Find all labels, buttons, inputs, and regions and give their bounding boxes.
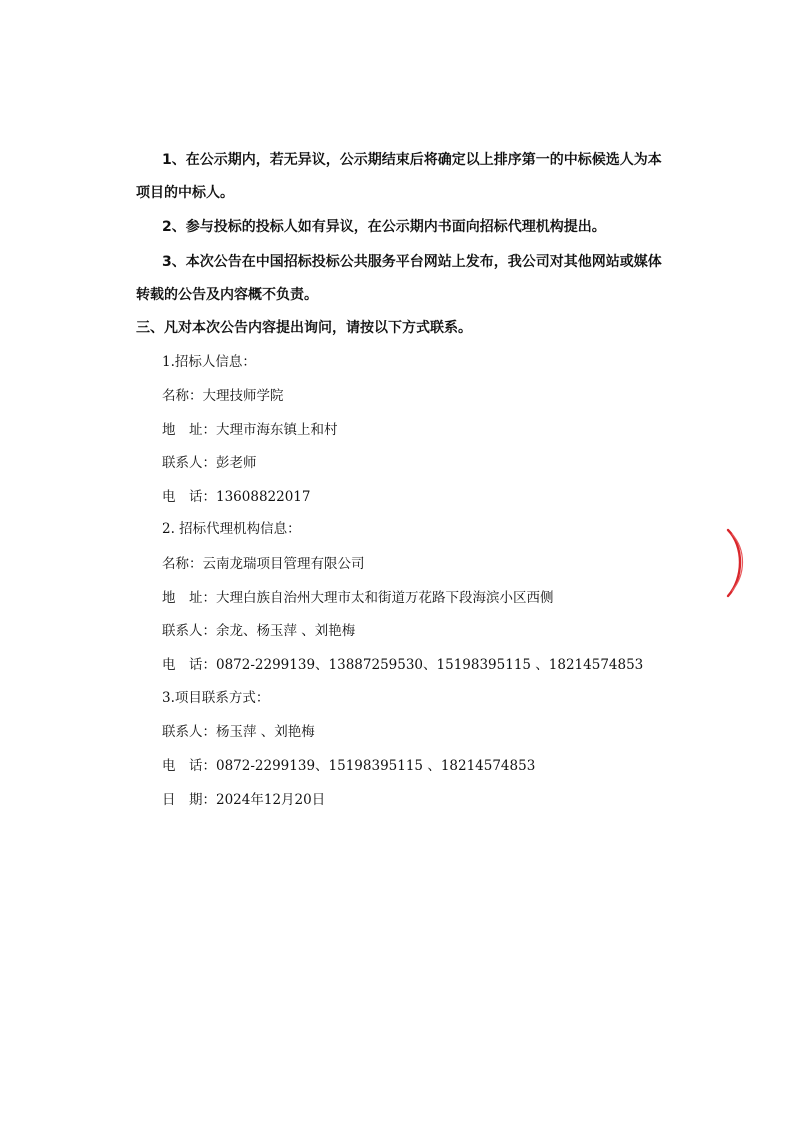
note-2: 2、参与投标的投标人如有异议，在公示期内书面向招标代理机构提出。 xyxy=(162,219,606,235)
note-3-line-1: 3、本次公告在中国招标投标公共服务平台网站上发布，我公司对其他网站或媒体 xyxy=(162,254,662,270)
tenderer-phone: 电 话：13608822017 xyxy=(162,489,311,505)
tenderer-name: 名称：大理技师学院 xyxy=(162,388,284,404)
section-3-heading: 三、凡对本次公告内容提出询问，请按以下方式联系。 xyxy=(136,320,472,336)
agency-name: 名称：云南龙瑞项目管理有限公司 xyxy=(162,556,365,572)
project-contact-title: 3.项目联系方式： xyxy=(162,690,270,706)
note-1-line-1: 1、在公示期内，若无异议，公示期结束后将确定以上排序第一的中标候选人为本 xyxy=(162,152,662,168)
project-phone: 电 话：0872-2299139、15198395115 、18214574853 xyxy=(162,758,536,774)
stamp-edge-mark xyxy=(722,528,746,598)
agency-address: 地 址：大理白族自治州大理市太和街道万花路下段海滨小区西侧 xyxy=(162,590,554,606)
agency-contact: 联系人：余龙、杨玉萍 、刘艳梅 xyxy=(162,623,356,639)
note-3-line-2: 转载的公告及内容概不负责。 xyxy=(136,287,318,303)
tenderer-title: 1.招标人信息： xyxy=(162,354,256,370)
agency-title: 2. 招标代理机构信息： xyxy=(162,521,301,537)
project-contact: 联系人：杨玉萍 、刘艳梅 xyxy=(162,724,315,740)
project-date: 日 期：2024年12月20日 xyxy=(162,792,326,808)
agency-phone: 电 话：0872-2299139、13887259530、15198395115 、18214574853 xyxy=(162,657,644,673)
tenderer-address: 地 址：大理市海东镇上和村 xyxy=(162,422,338,438)
note-1-line-2: 项目的中标人。 xyxy=(136,185,234,201)
tenderer-contact: 联系人：彭老师 xyxy=(162,455,257,471)
